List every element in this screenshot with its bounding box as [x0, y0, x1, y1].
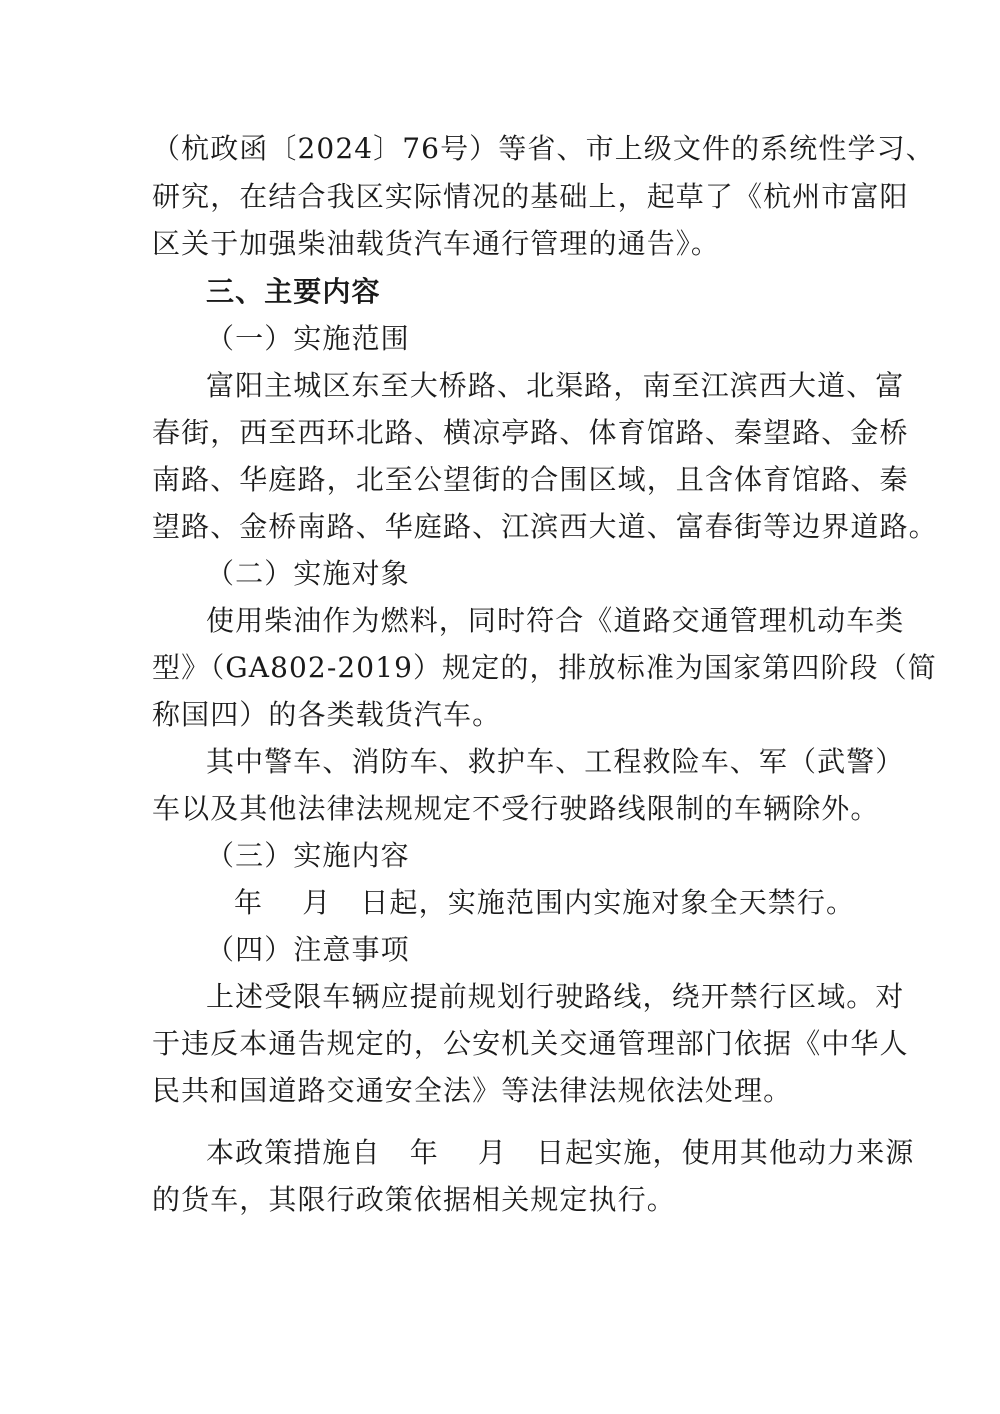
- subsection-heading: （一）实施范围: [206, 322, 410, 355]
- paragraph-line: 年 月 日起，实施范围内实施对象全天禁行。: [234, 886, 856, 919]
- paragraph-line: 民共和国道路交通安全法》等法律法规依法处理。: [152, 1074, 793, 1107]
- paragraph-line: 本政策措施自 年 月 日起实施，使用其他动力来源: [206, 1136, 915, 1169]
- paragraph-line: 富阳主城区东至大桥路、北渠路，南至江滨西大道、富: [206, 369, 905, 402]
- subsection-heading: （三）实施内容: [206, 839, 410, 872]
- paragraph-line: （杭政函〔2024〕76号）等省、市上级文件的系统性学习、: [152, 132, 935, 165]
- subsection-heading: （二）实施对象: [206, 557, 410, 590]
- paragraph-line: 上述受限车辆应提前规划行驶路线，绕开禁行区域。对: [206, 980, 905, 1013]
- paragraph-line: 型》（GA802-2019）规定的，排放标准为国家第四阶段（简: [152, 651, 937, 684]
- paragraph-line: 于违反本通告规定的，公安机关交通管理部门依据《中华人: [152, 1027, 909, 1060]
- paragraph-line: 的货车，其限行政策依据相关规定执行。: [152, 1183, 676, 1216]
- paragraph-line: 称国四）的各类载货汽车。: [152, 698, 502, 731]
- paragraph-line: 春街，西至西环北路、横凉亭路、体育馆路、秦望路、金桥: [152, 416, 909, 449]
- paragraph-line: 望路、金桥南路、华庭路、江滨西大道、富春街等边界道路。: [152, 510, 938, 543]
- paragraph-line: 研究，在结合我区实际情况的基础上，起草了《杭州市富阳: [152, 180, 909, 213]
- paragraph-line: 区关于加强柴油载货汽车通行管理的通告》。: [152, 227, 721, 260]
- paragraph-line: 其中警车、消防车、救护车、工程救险车、军（武警）: [206, 745, 905, 778]
- paragraph-line: 南路、华庭路，北至公望街的合围区域，且含体育馆路、秦: [152, 463, 909, 496]
- paragraph-line: 使用柴油作为燃料，同时符合《道路交通管理机动车类: [206, 604, 905, 637]
- section-heading: 三、主要内容: [206, 275, 381, 308]
- subsection-heading: （四）注意事项: [206, 933, 410, 966]
- paragraph-line: 车以及其他法律法规规定不受行驶路线限制的车辆除外。: [152, 792, 880, 825]
